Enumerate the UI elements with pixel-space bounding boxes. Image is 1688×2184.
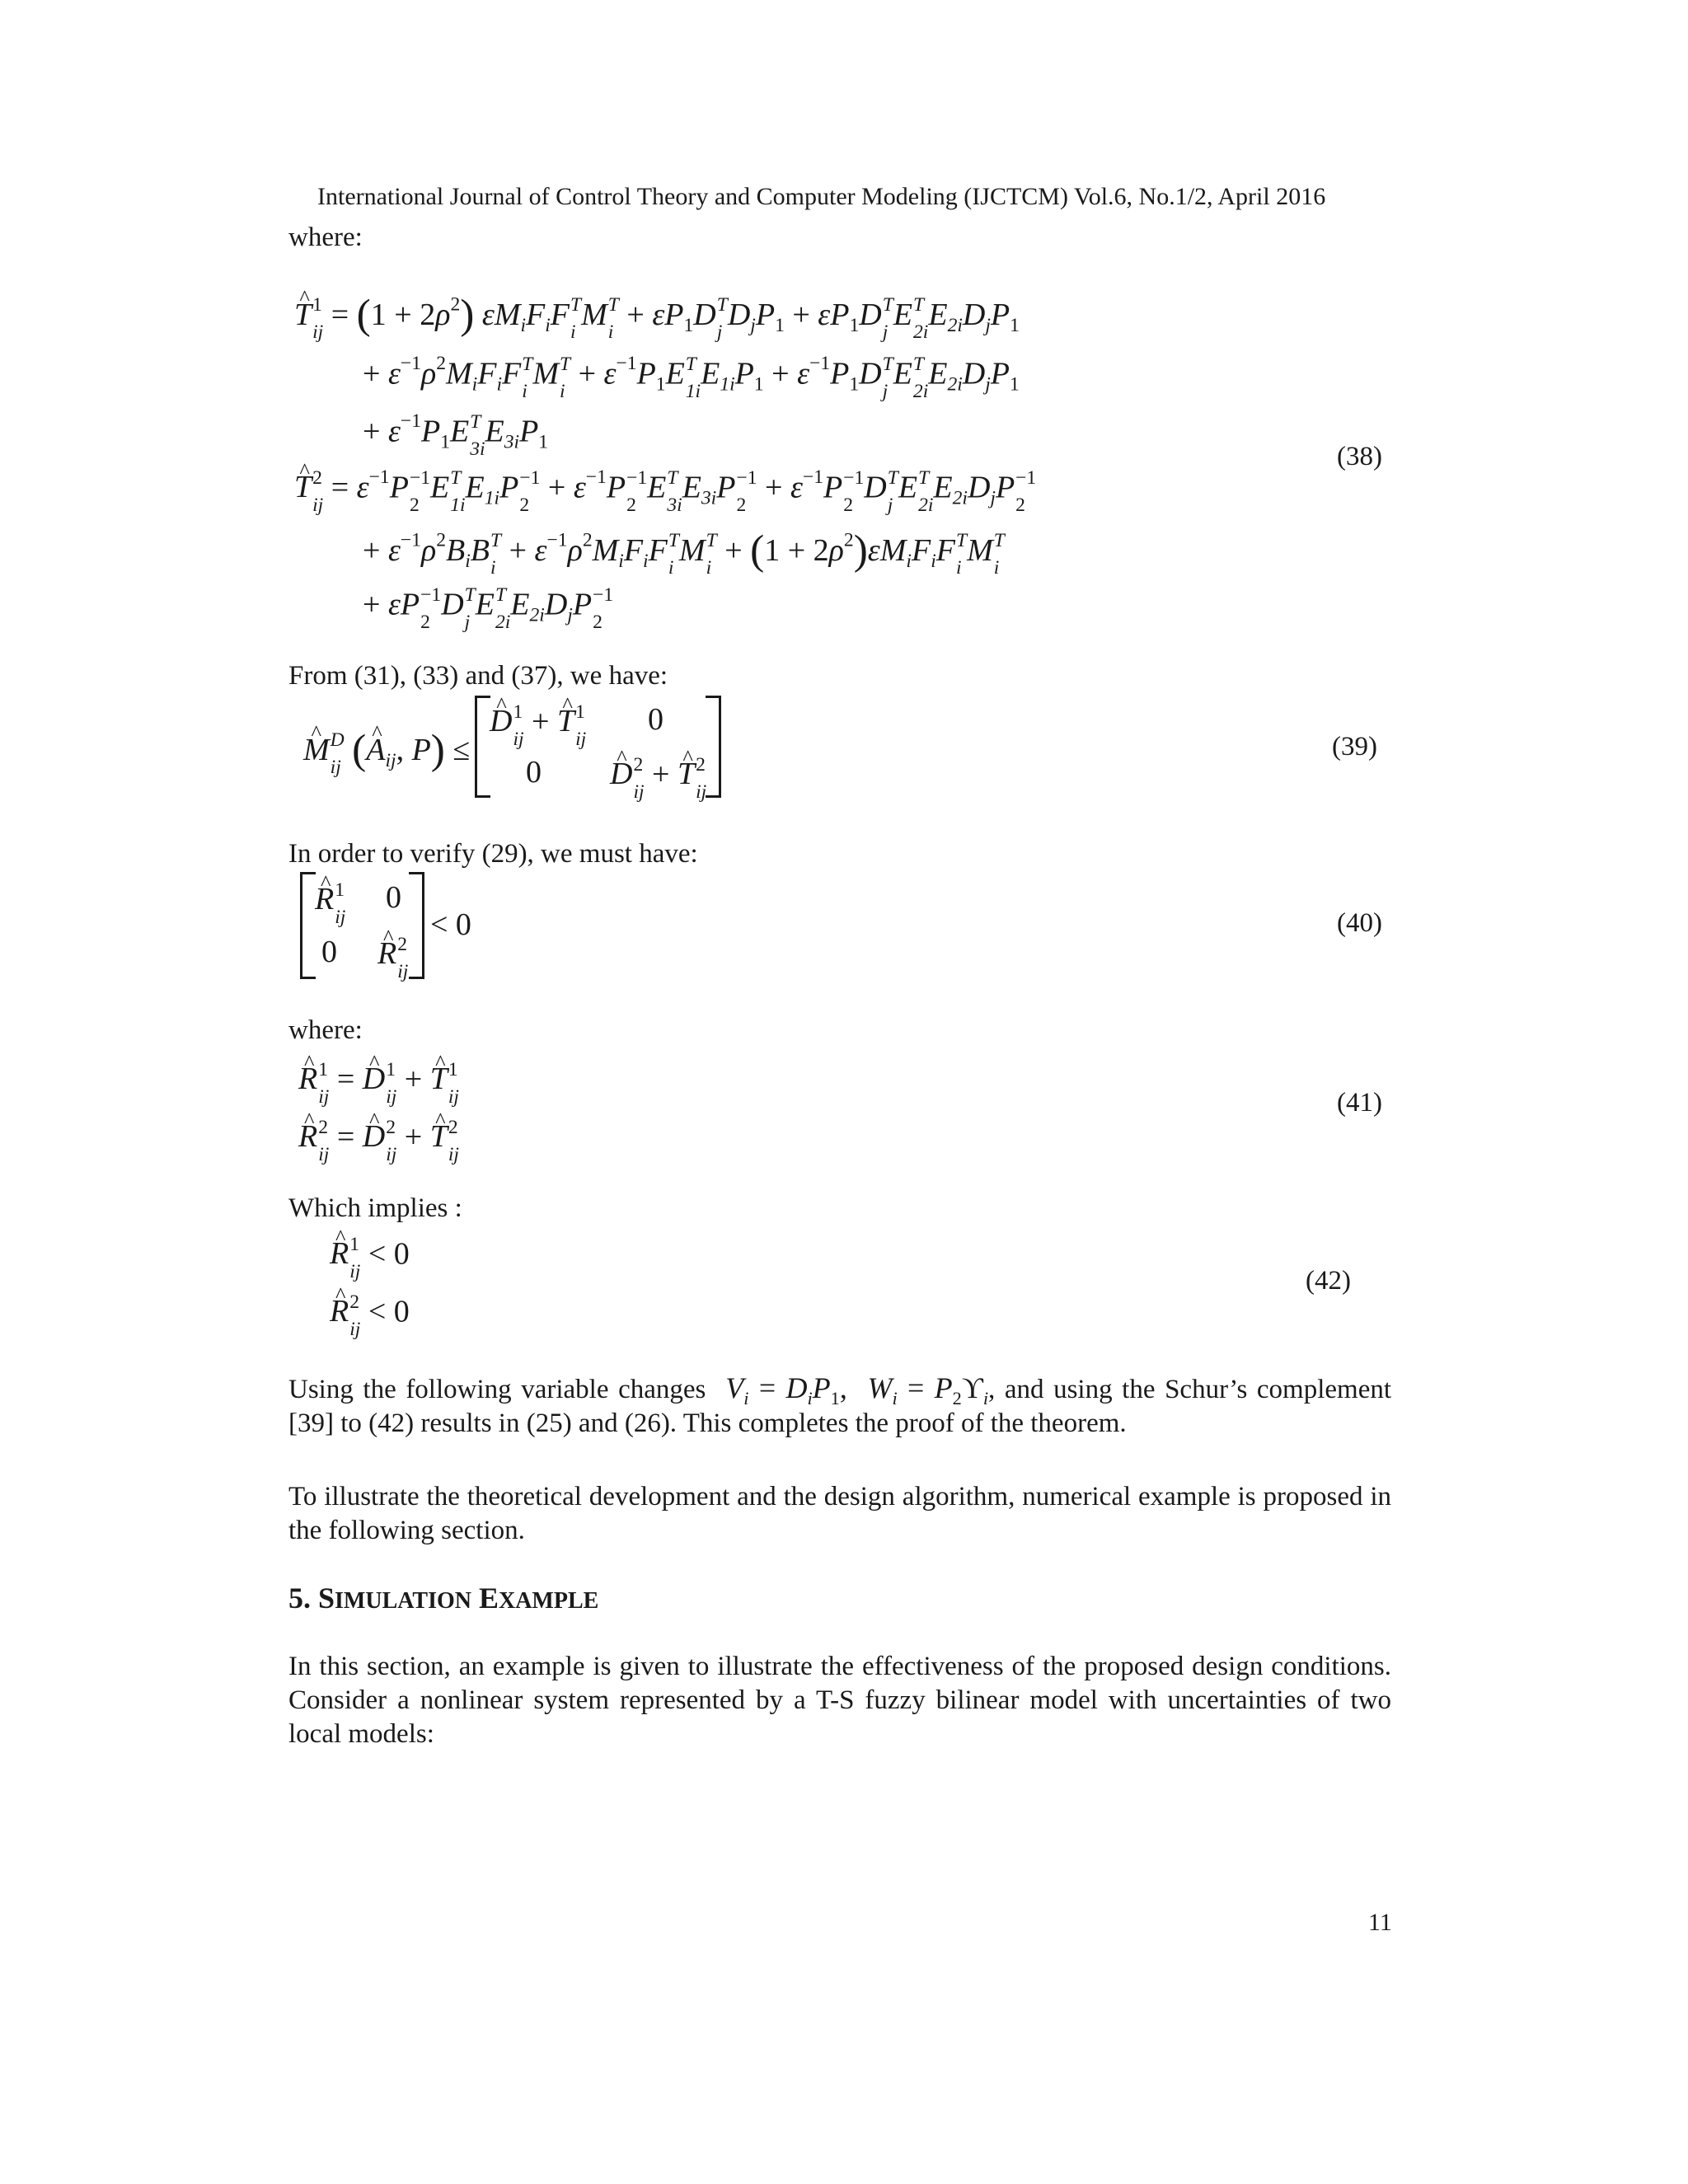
eq41-number: (41): [1337, 1088, 1382, 1118]
page-number: 11: [1368, 1909, 1392, 1936]
implies-text: Which implies :: [288, 1193, 462, 1223]
section-word2-initial: E: [478, 1582, 499, 1615]
eq40-number: (40): [1337, 908, 1382, 938]
eq40-cell-11: ^ R 1 ij: [315, 882, 345, 922]
eq38-line-4: ^ T 2 ij = $\varepsilon^{-1}P$ −1 2 E T 1i $E_{1i}P$ −1 2 + $\varepsilon^{-1}P$ −1 2 E T 3i $E_{3i}P$ −1 2 + $\varepsilon^{-1}P$ −1 2 D T j E T 2i $E_{2i}D_jP$ −1 2: [294, 470, 1036, 510]
eq39-cell-22: ^ D 2 ij + ^ T 2 ij: [610, 757, 706, 797]
eq40-cell-22: ^ R 2 ij: [377, 936, 408, 977]
eq38-line-3: + $\varepsilon^{-1}P_1E$ T 3i $E_{3i}P_1$: [363, 410, 549, 460]
eq42-number: (42): [1306, 1266, 1351, 1296]
running-header: International Journal of Control Theory and Computer Modeling (IJCTCM) Vol.6, No.1/2, April 2016: [317, 183, 1326, 210]
eq40-left-bracket: [300, 872, 316, 979]
where-label-2: where:: [288, 1015, 363, 1045]
eq39-cell-12: 0: [648, 702, 663, 737]
illustrate-paragraph: To illustrate the theoretical development and the design algorithm, numerical example is proposed in the following section.: [288, 1482, 1391, 1545]
section-word1-initial: S: [318, 1582, 335, 1615]
eq42-line-1: ^ R 1 ij < 0: [330, 1236, 410, 1277]
eq39-lhs: ^ M D ij (^ $A_{ij}$, P) ≤: [303, 729, 470, 773]
section-heading: [288, 1581, 598, 1615]
eq39-right-bracket: [706, 696, 721, 798]
eq39-cell-11: ^ D 1 ij + ^ T 1 ij: [490, 704, 586, 744]
verify-text: In order to verify (29), we must have:: [288, 839, 698, 869]
eq39-cell-21: 0: [526, 755, 542, 790]
section-word1-rest: IMULATION: [335, 1588, 471, 1614]
eq38-line-5: + $\varepsilon^{-1}\rho^2B_iB$ T i + $\varepsilon^{-1}\rho^2M_iF_iF$ T i M T i + $(1 + 2\rho^2)\varepsilon M_iF_iF$ T i M T i: [363, 527, 1005, 579]
section-word2-rest: XAMPLE: [498, 1588, 599, 1614]
section-body-paragraph: In this section, an example is given to illustrate the effectiveness of the proposed design conditions. Consider a nonlinear system represented by a T-S fuzzy bilinear model with uncertainties of two local models:: [288, 1652, 1391, 1749]
eq40-cell-21: 0: [321, 935, 337, 969]
eq39-number: (39): [1332, 732, 1377, 762]
variable-changes-text-start: Using the following variable changes: [288, 1375, 706, 1404]
eq40-cell-12: 0: [386, 880, 401, 915]
eq38-line-1: ^ T 1 ij = $(1 + 2\rho^2)$ $\varepsilon M_iF_iF$ T i M T i + $\varepsilon P_1D$ T j $D_jP_1 + \varepsilon P_1D$ T j E T 2i $E_{2i}D_jP_1$: [294, 293, 1020, 338]
eq38-line-2: + $\varepsilon^{-1}\rho^2M_iF_iF$ T i M T i + $\varepsilon^{-1}P_1E$ T 1i $E_{1i}P_1 + \varepsilon^{-1}P_1D$ T j E T 2i $E_{2i}D_jP_1$: [363, 352, 1020, 402]
eq41-line-1: ^ R 1 ij = ^ D 1 ij + ^ T 1 ij: [298, 1062, 459, 1102]
eq42-line-2: ^ R 2 ij < 0: [330, 1294, 410, 1334]
variable-changes-text-end: , and using the Schur’s complement [39] to (42) results in (25) and (26). This completes the proof of the theorem.: [288, 1375, 1392, 1438]
from-text: From (31), (33) and (37), we have:: [288, 661, 668, 691]
section-number: 5.: [288, 1582, 311, 1615]
eq40-right-bracket: [409, 872, 424, 979]
eq40-rhs: < 0: [430, 907, 471, 942]
eq41-line-2: ^ R 2 ij = ^ D 2 ij + ^ T 2 ij: [298, 1119, 459, 1160]
variable-changes-paragraph: [288, 1373, 1391, 1441]
eq39-left-bracket: [475, 696, 490, 798]
where-label-1: where:: [288, 223, 363, 252]
eq38-line-6: + εP −1 2 D T j E T 2i $E_{2i}D_jP$ −1 2: [363, 584, 614, 633]
eq38-number: (38): [1337, 442, 1382, 471]
variable-changes-formula: $V_i = D_iP_1$, $W_i = P_2ϒ_i$: [715, 1371, 989, 1408]
